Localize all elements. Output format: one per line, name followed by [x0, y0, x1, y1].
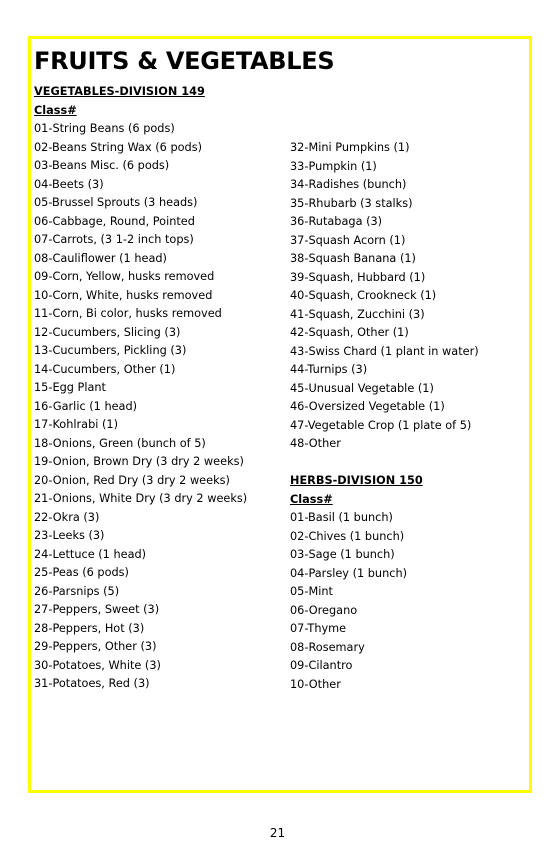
- vegetables-class-heading: Class#: [34, 103, 77, 117]
- class-list-item: 03-Beans Misc. (6 pods): [34, 159, 170, 172]
- class-list-item: 10-Other: [290, 677, 341, 691]
- section-spacer: [290, 454, 479, 473]
- class-list-item: 44-Turnips (3): [290, 363, 368, 376]
- vegetables-class-list-left: [34, 120, 247, 694]
- right-column: [290, 139, 479, 694]
- class-list-item: 17-Kohlrabi (1): [34, 418, 118, 431]
- class-list-item: 33-Pumpkin (1): [290, 159, 377, 173]
- class-list-item: 09-Corn, Yellow, husks removed: [34, 270, 215, 283]
- vegetables-left-column: [34, 83, 247, 694]
- class-list-item: 36-Rutabaga (3): [290, 215, 383, 228]
- class-list-item: 46-Oversized Vegetable (1): [290, 400, 445, 413]
- class-list-item: 05-Brussel Sprouts (3 heads): [34, 196, 198, 209]
- class-list-item: 07-Thyme: [290, 622, 347, 635]
- class-list-item: 15-Egg Plant: [34, 381, 106, 394]
- class-list-item: 48-Other: [290, 437, 341, 450]
- herbs-class-heading: Class#: [290, 492, 333, 506]
- class-list-item: 26-Parsnips (5): [34, 584, 120, 598]
- vegetables-division-heading: VEGETABLES-DIVISION 149: [34, 85, 205, 98]
- class-list-item: 37-Squash Acorn (1): [290, 233, 406, 247]
- class-list-item: 05-Mint: [290, 585, 333, 598]
- class-list-item: 02-Chives (1 bunch): [290, 529, 405, 543]
- class-list-item: 27-Peppers, Sweet (3): [34, 603, 160, 616]
- class-list-item: 16-Garlic (1 head): [34, 399, 138, 413]
- class-list-item: 08-Cauliflower (1 head): [34, 251, 167, 265]
- class-list-item: 40-Squash, Crookneck (1): [290, 289, 437, 302]
- class-list-item: 02-Beans String Wax (6 pods): [34, 140, 202, 154]
- class-list-item: 06-Oregano: [290, 603, 358, 617]
- class-list-item: 12-Cucumbers, Slicing (3): [34, 325, 181, 339]
- class-list-item: 22-Okra (3): [34, 510, 100, 524]
- class-list-item: 23-Leeks (3): [34, 529, 105, 542]
- class-list-item: 01-Basil (1 bunch): [290, 511, 393, 524]
- class-list-item: 07-Carrots, (3 1-2 inch tops): [34, 233, 194, 246]
- class-list-item: 39-Squash, Hubbard (1): [290, 270, 426, 284]
- herbs-class-list: [290, 509, 479, 694]
- class-list-item: 35-Rhubarb (3 stalks): [290, 196, 413, 210]
- class-list-item: 09-Cilantro: [290, 659, 353, 672]
- class-list-item: 38-Squash Banana (1): [290, 252, 416, 265]
- class-list-item: 04-Parsley (1 bunch): [290, 566, 408, 580]
- class-list-item: 13-Cucumbers, Pickling (3): [34, 344, 187, 357]
- class-list-item: 04-Beets (3): [34, 177, 104, 191]
- class-list-item: 01-String Beans (6 pods): [34, 122, 175, 135]
- class-list-item: 08-Rosemary: [290, 640, 365, 654]
- class-list-item: 32-Mini Pumpkins (1): [290, 141, 410, 154]
- class-list-item: 25-Peas (6 pods): [34, 566, 129, 579]
- class-list-item: 18-Onions, Green (bunch of 5): [34, 436, 206, 450]
- page-title: FRUITS & VEGETABLES: [34, 47, 335, 75]
- page-number: 21: [269, 826, 286, 840]
- class-list-item: 28-Peppers, Hot (3): [34, 621, 145, 635]
- class-list-item: 29-Peppers, Other (3): [34, 640, 157, 653]
- class-list-item: 11-Corn, Bi color, husks removed: [34, 307, 222, 320]
- class-list-item: 47-Vegetable Crop (1 plate of 5): [290, 418, 472, 432]
- class-list-item: 24-Lettuce (1 head): [34, 547, 147, 561]
- vegetables-class-list-right: [290, 139, 479, 454]
- class-list-item: 43-Swiss Chard (1 plant in water): [290, 344, 479, 358]
- class-list-item: 31-Potatoes, Red (3): [34, 677, 150, 690]
- class-list-item: 21-Onions, White Dry (3 dry 2 weeks): [34, 492, 248, 505]
- herbs-division-heading: HERBS-DIVISION 150: [290, 474, 423, 487]
- class-list-item: 10-Corn, White, husks removed: [34, 288, 213, 302]
- class-list-item: 34-Radishes (bunch): [290, 178, 407, 191]
- class-list-item: 03-Sage (1 bunch): [290, 548, 395, 561]
- class-list-item: 45-Unusual Vegetable (1): [290, 381, 434, 395]
- class-list-item: 30-Potatoes, White (3): [34, 658, 161, 672]
- class-list-item: 06-Cabbage, Round, Pointed: [34, 214, 195, 228]
- class-list-item: 42-Squash, Other (1): [290, 326, 409, 339]
- class-list-item: 14-Cucumbers, Other (1): [34, 362, 176, 376]
- class-list-item: 20-Onion, Red Dry (3 dry 2 weeks): [34, 473, 230, 487]
- class-list-item: 41-Squash, Zucchini (3): [290, 307, 425, 321]
- class-list-item: 19-Onion, Brown Dry (3 dry 2 weeks): [34, 455, 244, 468]
